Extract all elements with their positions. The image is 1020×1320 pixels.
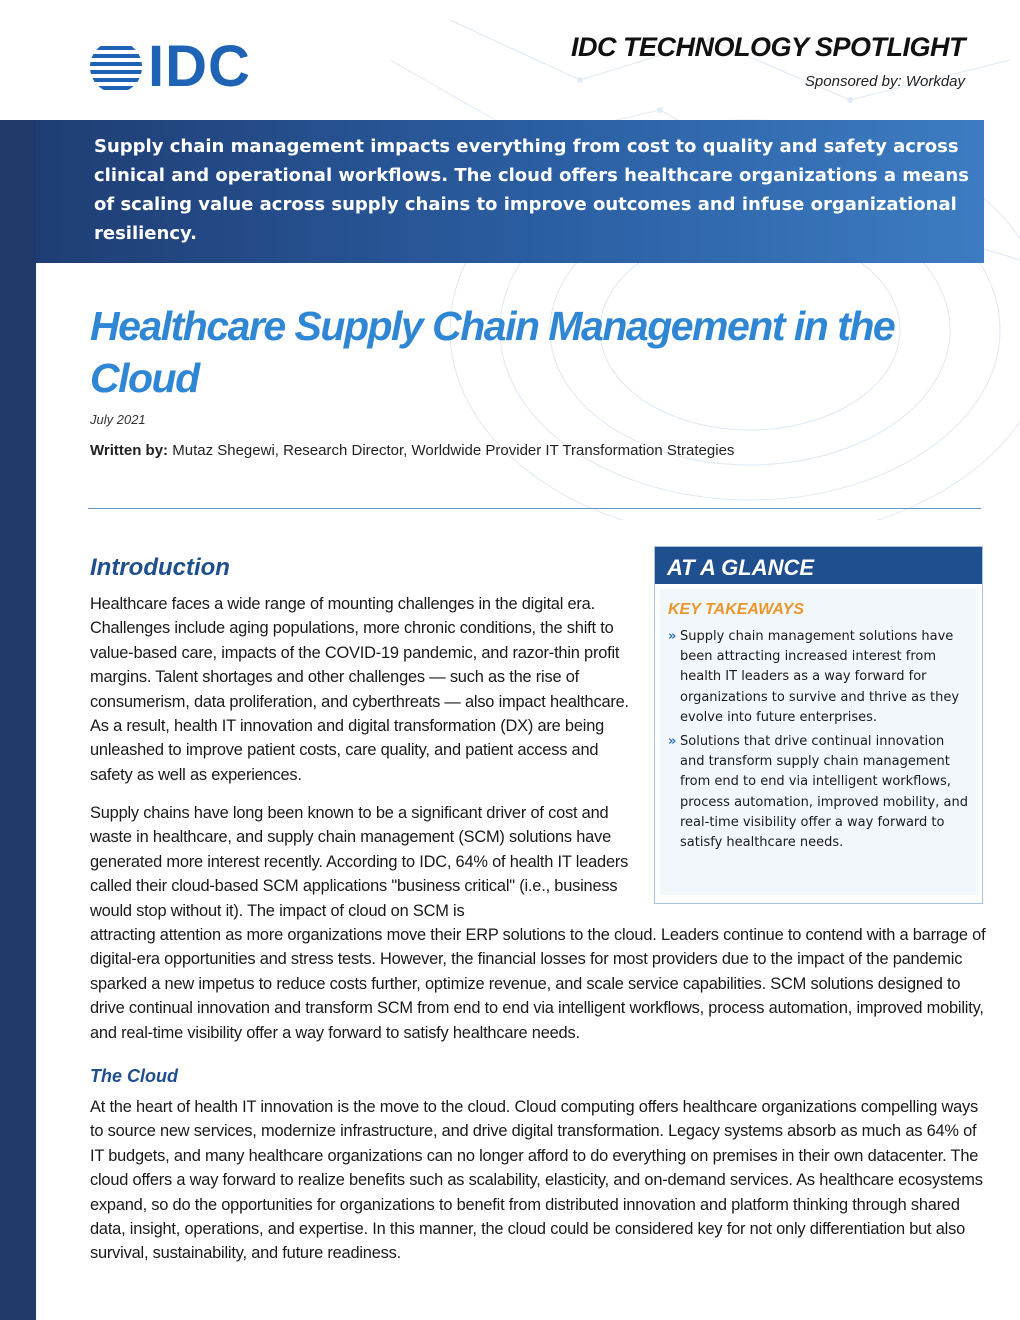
key-takeaways-heading: KEY TAKEAWAYS <box>668 601 805 618</box>
double-chevron-icon: » <box>668 629 677 644</box>
section-divider <box>88 508 981 509</box>
idc-logo <box>90 34 251 99</box>
introduction-paragraph-2: Supply chains have long been known to be a significant driver of cost and waste in healthcare, and supply chain management (SCM) solutions have generated more interest recently. According to IDC, 64% of health IT leaders called their cloud-based SCM applications "business critical" (i.e., business would stop without it). The impact of cloud on SCM is <box>90 804 629 920</box>
left-accent-bar <box>0 120 36 1320</box>
author-name: Mutaz Shegewi, Research Director, Worldwide Provider IT Transformation Strategies <box>168 442 735 459</box>
at-a-glance-box <box>654 546 983 904</box>
takeaway-text: Supply chain management solutions have been attracting increased interest from health IT leaders as a way forward for organizations to survive and thrive as they evolve into future enterprises. <box>680 629 960 725</box>
at-a-glance-heading: AT A GLANCE <box>655 547 982 584</box>
list-item <box>668 627 969 728</box>
introduction-paragraph-2-continued: attracting attention as more organizations move their ERP solutions to the cloud. Leaders continue to contend with a barrage of digital-era opportunities and stress tests. However, the financial losses for most providers due to the impact of the pandemic sparked a new impetus to reduce costs further, optimize revenue, and scale service capabilities. SCM solutions designed to drive continual innovation and transform SCM from end to end via intelligent workflows, process automation, improved mobility, and real-time visibility offer a way forward to satisfy healthcare needs. <box>90 926 986 1042</box>
summary-banner <box>36 120 984 263</box>
key-takeaways-panel <box>660 589 977 895</box>
author-label: Written by: <box>90 442 169 459</box>
publication-date: July 2021 <box>90 412 146 427</box>
spotlight-header <box>571 32 965 90</box>
idc-logo-text: IDC <box>148 34 251 99</box>
cloud-heading: The Cloud <box>90 1066 178 1086</box>
summary-text: Supply chain management impacts everything from cost to quality and safety across clinical and operational workflows. The cloud offers healthcare organizations a means of scaling value across supply chains to improve outcomes and infuse organizational resiliency. <box>94 136 969 244</box>
document-title: Healthcare Supply Chain Management in the Cloud <box>90 303 895 401</box>
double-chevron-icon: » <box>668 734 677 750</box>
list-item <box>668 732 969 853</box>
author-line <box>90 442 734 459</box>
key-takeaways-list <box>668 627 969 853</box>
spotlight-title: IDC TECHNOLOGY SPOTLIGHT <box>570 32 965 62</box>
sponsor-line: Sponsored by: Workday <box>804 73 965 90</box>
introduction-paragraph-1: Healthcare faces a wide range of mounting challenges in the digital era. Challenges include aging populations, more chronic conditions, the shift to value-based care, impacts of the COVID-19 pandemic, and razor-thin profit margins. Talent shortages and other challenges — such as the rise of consumerism, data proliferation, and cyberthreats — also impact healthcare. As a result, health IT innovation and digital transformation (DX) are being unleashed to improve patient costs, care quality, and patient access and safety as well as experiences. <box>90 595 629 784</box>
introduction-heading: Introduction <box>90 554 230 581</box>
takeaway-text: Solutions that drive continual innovation and transform supply chain management from end to end via intelligent workflows, process automation, improved mobility, and real-time visibility offer a way forward to satisfy healthcare needs. <box>680 734 968 851</box>
cloud-paragraph: At the heart of health IT innovation is the move to the cloud. Cloud computing offers healthcare organizations compelling ways to source new services, modernize infrastructure, and drive digital transformation. Legacy systems absorb as much as 64% of IT budgets, and many healthcare organizations can no longer afford to do everything on premises in their own datacenter. The cloud offers a way forward to realize benefits such as scalability, elasticity, and on-demand services. As healthcare ecosystems expand, so do the opportunities for organizations to benefit from distributed innovation and platform thinking through shared data, insight, operations, and expertise. In this manner, the cloud could be considered key for not only differentiation but also survival, sustainability, and future readiness. <box>90 1098 983 1263</box>
idc-logo-mark <box>90 41 142 93</box>
